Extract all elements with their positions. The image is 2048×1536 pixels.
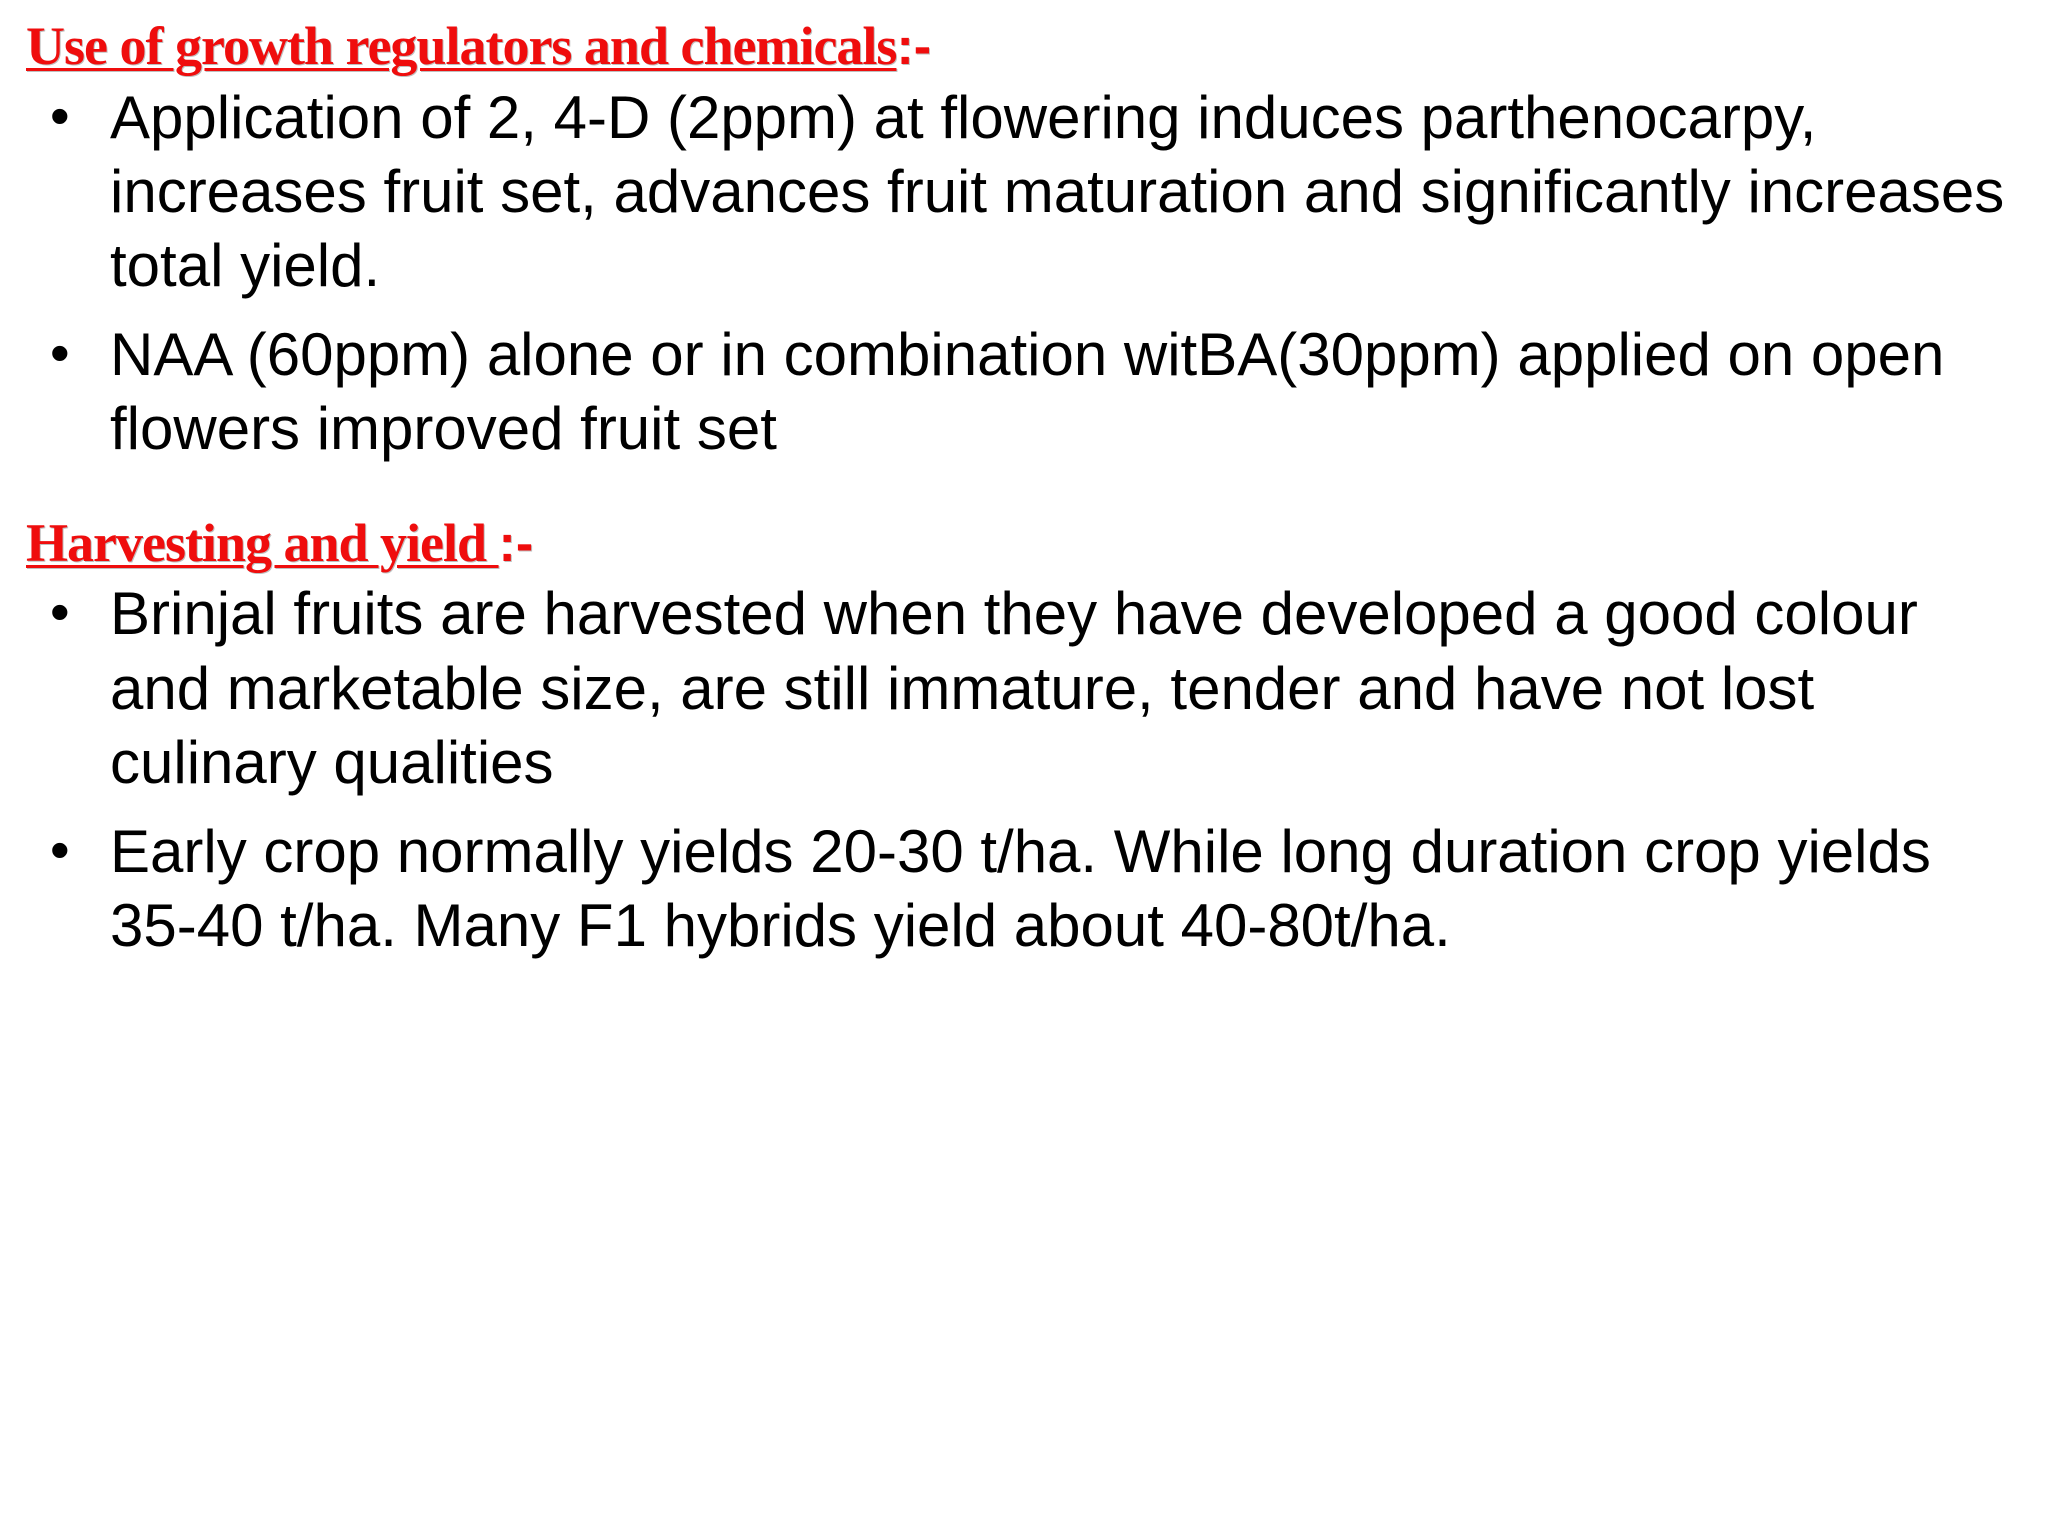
bullet-icon: •	[50, 83, 70, 147]
list-item	[26, 577, 2008, 800]
list-item	[26, 81, 2008, 304]
list-item	[26, 815, 2008, 964]
list-item-text: Early crop normally yields 20-30 t/ha. While long duration crop yields 35-40 t/ha. Many F1 hybrids yield about 40-80t/ha.	[110, 817, 1931, 959]
list-item	[26, 318, 2008, 467]
heading-text: Harvesting and yield	[26, 512, 499, 573]
bullet-list-growth-regulators	[26, 81, 2008, 467]
list-item-text: Brinjal fruits are harvested when they have developed a good colour and marketable size, are still immature, tender and have not lost culinary qualities	[110, 580, 1918, 797]
bullet-list-harvesting-yield	[26, 577, 2008, 963]
heading-text: Use of growth regulators and chemicals	[26, 16, 897, 76]
bullet-icon: •	[50, 320, 70, 384]
bullet-icon: •	[50, 817, 70, 881]
section-heading-harvesting-yield	[26, 512, 2008, 573]
bullet-icon: •	[50, 580, 70, 644]
list-item-text: Application of 2, 4-D (2ppm) at flowering induces parthenocarpy, increases fruit set, advances fruit maturation and significantly increases total yield.	[110, 83, 2005, 300]
list-item-text: NAA (60ppm) alone or in combination witBA(30ppm) applied on open flowers improved fruit set	[110, 320, 1945, 463]
heading-suffix: :-	[896, 18, 932, 76]
heading-suffix: :-	[498, 514, 534, 573]
section-heading-growth-regulators	[26, 18, 2008, 75]
